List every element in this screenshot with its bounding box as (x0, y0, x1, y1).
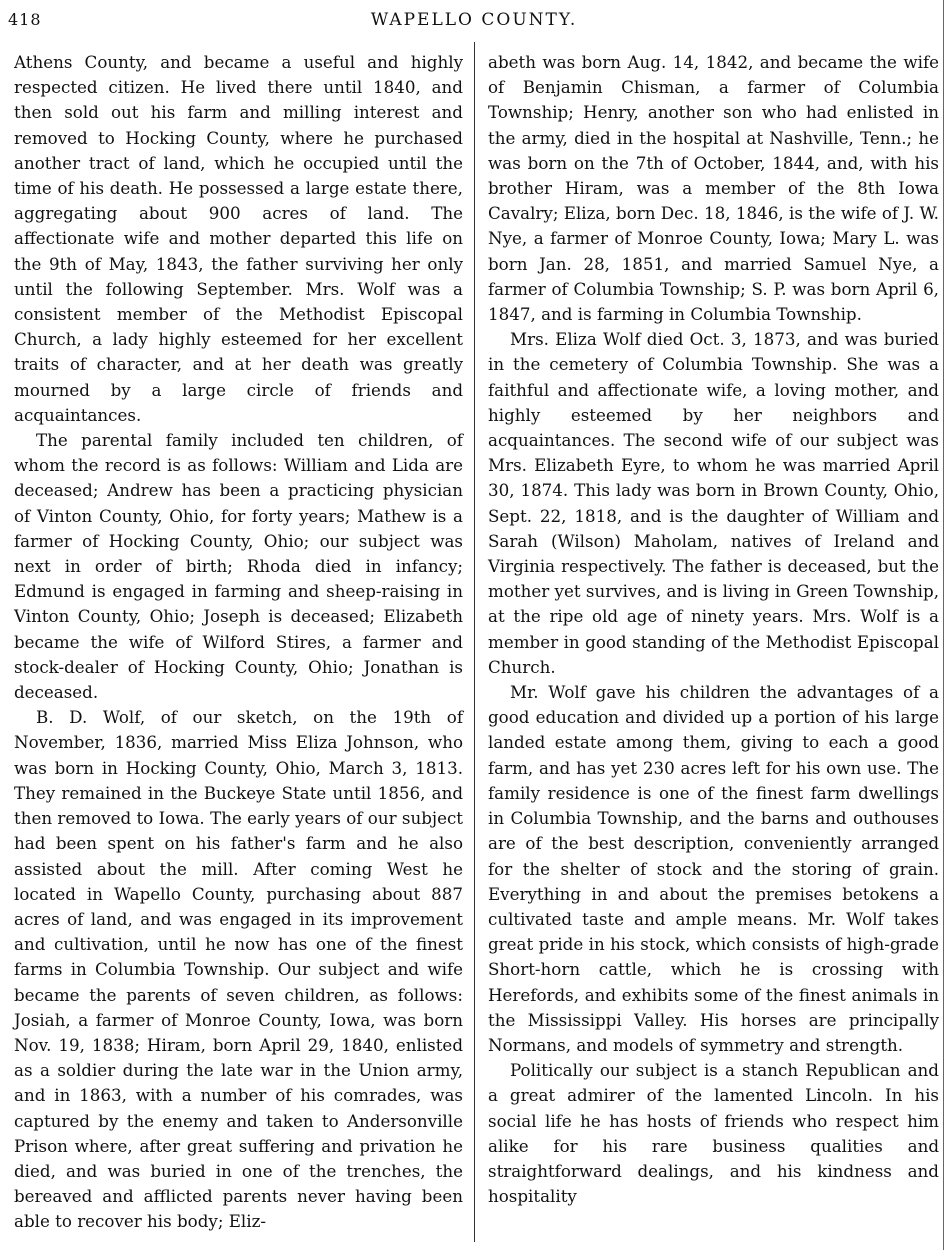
left-column (14, 50, 463, 1235)
paragraph: Mr. Wolf gave his children the advantages of a good education and divided up a portion of his large landed estate among them, giving to each a good farm, and has yet 230 acres left for his own use. The family residence is one of the finest farm dwellings in Columbia Township, and the barns and outhouses are of the best description, conveniently arranged for the shelter of stock and the storing of grain. Everything in and about the premises betokens a cultivated taste and ample means. Mr. Wolf takes great pride in his stock, which consists of high-grade Short-horn cattle, which he is crossing with Herefords, and exhibits some of the finest animals in the Mississippi Valley. His horses are principally Normans, and models of symmetry and strength. (488, 682, 939, 1055)
paragraph: B. D. Wolf, of our sketch, on the 19th of November, 1836, married Miss Eliza Johnson, who was born in Hocking County, Ohio, March 3, 1813. They remained in the Buckeye State until 1856, and then removed to Iowa. The early years of our subject had been spent on his father's farm and he also assisted about the mill. After coming West he located in Wapello County, purchasing about 887 acres of land, and was engaged in its improvement and cultivation, until he now has one of the finest farms in Columbia Township. Our subject and wife became the parents of seven children, as follows: Josiah, a farmer of Monroe County, Iowa, was born Nov. 19, 1838; Hiram, born April 29, 1840, enlisted as a soldier during the late war in the Union army, and in 1863, with a number of his comrades, was captured by the enemy and taken to Andersonville Prison where, after great suffering and privation he died, and was buried in one of the trenches, the bereaved and afflicted parents never having been able to recover his body; Eliz- (14, 707, 463, 1232)
column-divider (474, 42, 475, 1242)
right-column (488, 50, 939, 1209)
paragraph: The parental family included ten children, of whom the record is as follows: William and Lida are deceased; Andrew has been a practicing physician of Vinton County, Ohio, for forty years; Mathew is a farmer of Hocking County, Ohio; our subject was next in order of birth; Rhoda died in infancy; Edmund is engaged in farming and sheep-raising in Vinton County, Ohio; Joseph is deceased; Elizabeth became the wife of Wilford Stires, a farmer and stock-dealer of Hocking County, Ohio; Jonathan is deceased. (14, 430, 463, 703)
paragraph: Politically our subject is a stanch Republican and a great admirer of the lamented Lincoln. In his social life he has hosts of friends who respect him alike for his rare business qualities and straightforward dealings, and his kindness and hospitality (488, 1060, 939, 1207)
paragraph: Mrs. Eliza Wolf died Oct. 3, 1873, and was buried in the cemetery of Columbia Township. She was a faithful and affectionate wife, a loving mother, and highly esteemed by her neighbors and acquaintances. The second wife of our subject was Mrs. Elizabeth Eyre, to whom he was married April 30, 1874. This lady was born in Brown County, Ohio, Sept. 22, 1818, and is the daughter of William and Sarah (Wilson) Maholam, natives of Ireland and Virginia respectively. The father is deceased, but the mother yet survives, and is living in Green Township, at the ripe old age of ninety years. Mrs. Wolf is a member in good standing of the Methodist Episcopal Church. (488, 329, 939, 677)
paragraph: Athens County, and became a useful and highly respected citizen. He lived there until 1840, and then sold out his farm and milling interest and removed to Hocking County, where he purchased another tract of land, which he occupied until the time of his death. He possessed a large estate there, aggregating about 900 acres of land. The affectionate wife and mother departed this life on the 9th of May, 1843, the father surviving her only until the following September. Mrs. Wolf was a consistent member of the Methodist Episcopal Church, a lady highly esteemed for her excellent traits of character, and at her death was greatly mourned by a large circle of friends and acquaintances. (14, 52, 463, 425)
page-number: 418 (8, 10, 42, 29)
paragraph: abeth was born Aug. 14, 1842, and became the wife of Benjamin Chisman, a farmer of Columbia Township; Henry, another son who had enlisted in the army, died in the hospital at Nashville, Tenn.; he was born on the 7th of October, 1844, and, with his brother Hiram, was a member of the 8th Iowa Cavalry; Eliza, born Dec. 18, 1846, is the wife of J. W. Nye, a farmer of Monroe County, Iowa; Mary L. was born Jan. 28, 1851, and married Samuel Nye, a farmer of Columbia Township; S. P. was born April 6, 1847, and is farming in Columbia Township. (488, 52, 939, 325)
page-header (0, 6, 948, 36)
running-head: WAPELLO COUNTY. (370, 10, 578, 30)
page-edge (943, 0, 944, 1250)
